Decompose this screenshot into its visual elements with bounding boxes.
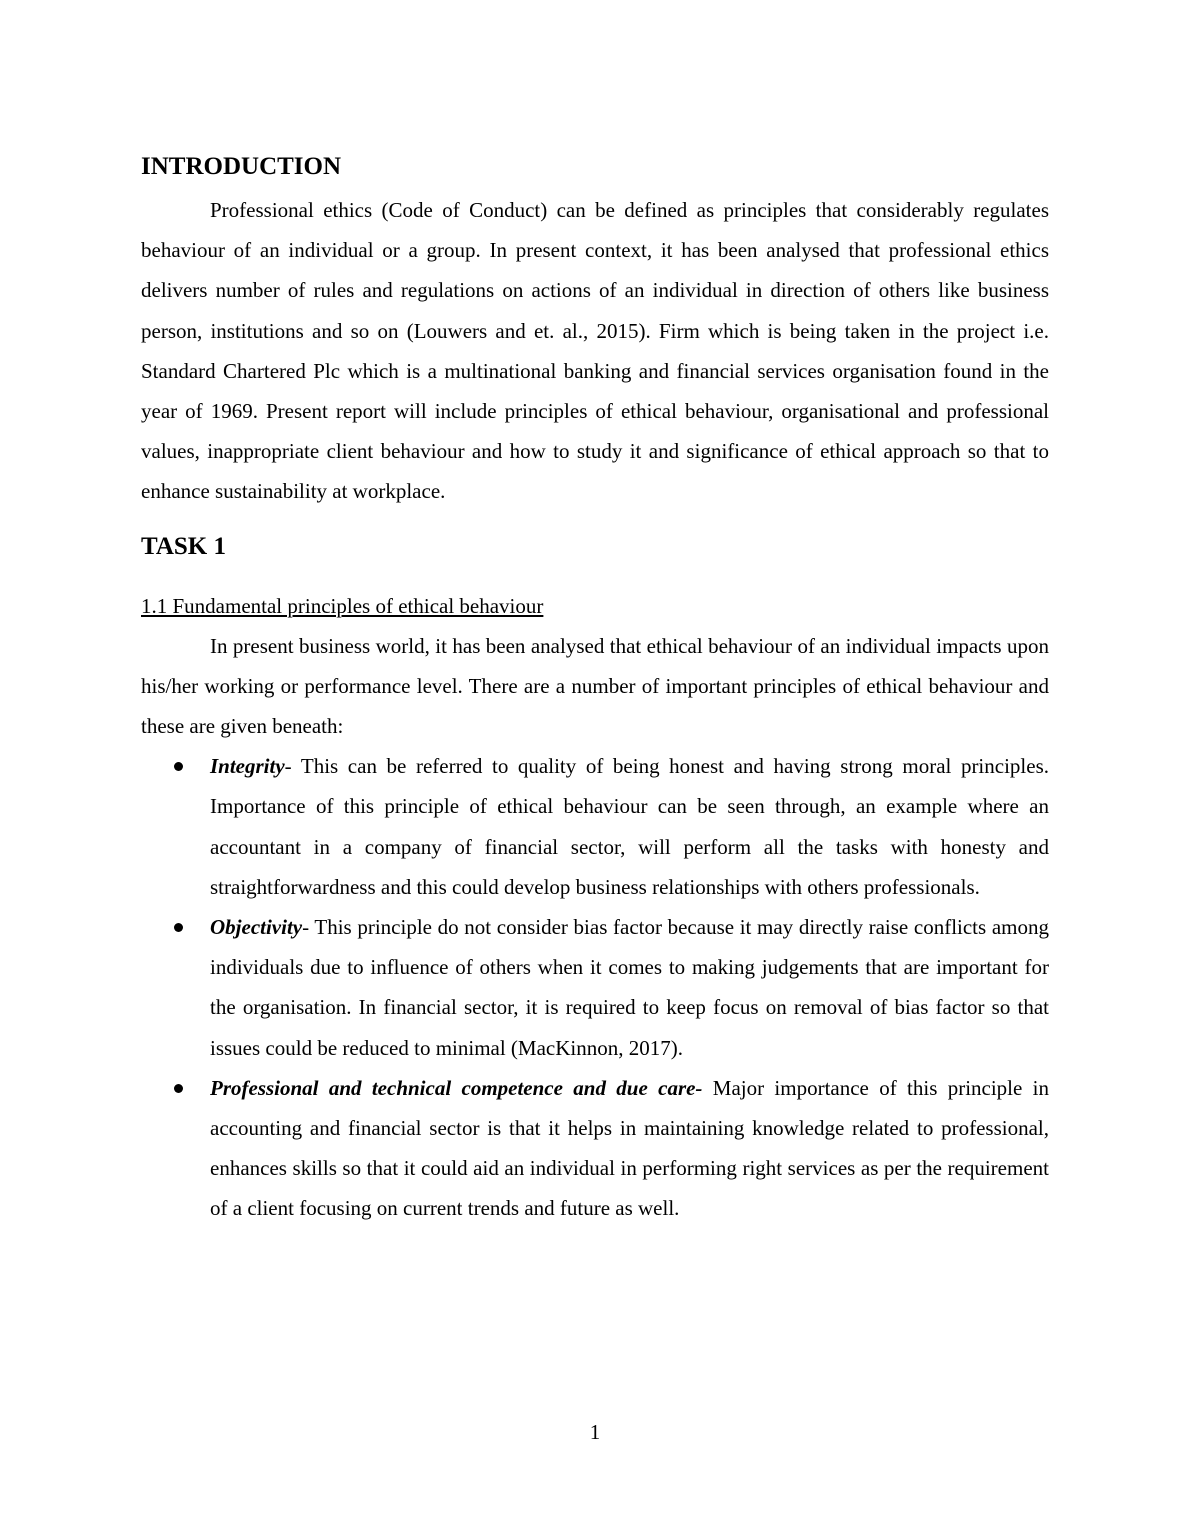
page-number: 1 [589, 1420, 601, 1444]
list-item-objectivity [141, 907, 1049, 1068]
principle-term: Integrity [210, 754, 285, 779]
bullet-icon [174, 762, 183, 771]
bullet-icon [174, 1084, 183, 1093]
principle-description: Major importance of this principle in accounting and financial sector is that it helps in maintaining knowledge related to professional, enhances skills so that it could aid an individual in performing right services as per the requirement of a client focusing on current trends and future as well. [210, 1075, 1050, 1221]
task-1-heading: TASK 1 [141, 532, 226, 560]
introduction-paragraph: Professional ethics (Code of Conduct) can be defined as principles that considerably regulates behaviour of an individual or a group. In present context, it has been analysed that professional ethics delivers number of rules and regulations on actions of an individual in direction of others like business person, institutions and so on (Louwers and et. al., 2015). Firm which is being taken in the project i.e. Standard Chartered Plc which is a multinational banking and financial services organisation found in the year of 1969. Present report will include principles of ethical behaviour, organisational and professional values, inappropriate client behaviour and how to study it and significance of ethical approach so that to enhance sustainability at workplace. [141, 198, 1049, 504]
list-item-integrity [141, 746, 1049, 907]
document-page [141, 148, 1049, 1229]
principles-list [141, 746, 1049, 1228]
list-item-competence [141, 1068, 1049, 1229]
principle-description: - This principle do not consider bias factor because it may directly raise conflicts among individuals due to influence of others when it comes to making judgements that are important for the organisation. In financial sector, it is required to keep focus on removal of bias factor so that issues could be reduced to minimal (MacKinnon, 2017). [210, 915, 1049, 1060]
principle-term: Objectivity [210, 915, 303, 940]
task-1-paragraph: In present business world, it has been analysed that ethical behaviour of an individual impacts upon his/her working or performance level. There are a number of important principles of ethical behaviour and these are given beneath: [141, 633, 1049, 739]
section-1-1-subheading: 1.1 Fundamental principles of ethical behaviour [141, 593, 544, 618]
principle-description: - This can be referred to quality of being honest and having strong moral principles. Importance of this principle of ethical behaviour can be seen through, an example where an accountant in a company of financial sector, will perform all the tasks with honesty and straightforwardness and this could develop business relationships with others professionals. [210, 754, 1049, 899]
principle-term: Professional and technical competence and due care- [210, 1075, 703, 1100]
bullet-icon [174, 923, 183, 932]
introduction-heading: INTRODUCTION [141, 153, 342, 180]
